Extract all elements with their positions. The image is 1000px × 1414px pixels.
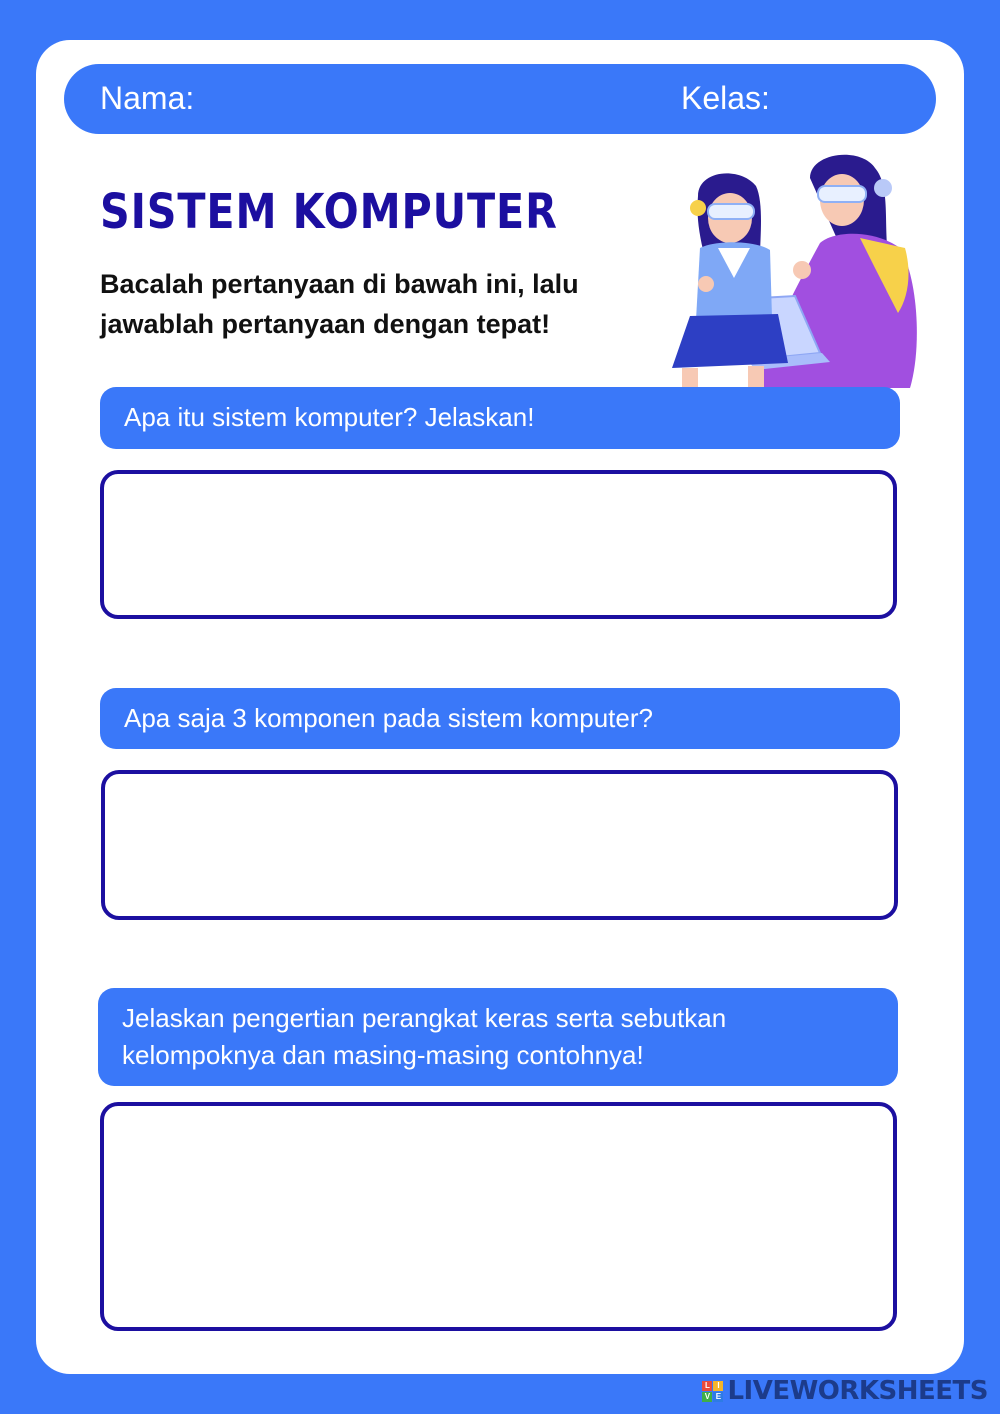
header-bar [64, 64, 936, 134]
name-label: Nama: [100, 80, 195, 116]
instruction-text: Bacalah pertanyaan di bawah ini, lalu jawablah pertanyaan dengan tepat! [100, 269, 579, 339]
answer-box-1[interactable] [100, 470, 897, 619]
question-1: Apa itu sistem komputer? Jelaskan! [100, 387, 900, 449]
answer-box-2[interactable] [101, 770, 898, 920]
question-2: Apa saja 3 komponen pada sistem komputer? [100, 688, 900, 749]
liveworksheets-logo[interactable] [702, 1376, 988, 1406]
class-label: Kelas: [681, 80, 770, 116]
answer-box-3[interactable] [100, 1102, 897, 1331]
logo-letter: L [702, 1381, 712, 1391]
liveworksheets-logo-icon [702, 1381, 723, 1402]
question-3: Jelaskan pengertian perangkat keras serta sebutkan kelompoknya dan masing-masing contohnya! [98, 988, 898, 1086]
logo-letter: V [702, 1392, 712, 1402]
logo-letter: E [713, 1392, 723, 1402]
logo-letter: I [713, 1381, 723, 1391]
worksheet-title: SISTEM KOMPUTER [100, 184, 558, 240]
students-laptop-illustration [660, 148, 922, 388]
liveworksheets-brand-text: LIVEWORKSHEETS [727, 1376, 988, 1406]
